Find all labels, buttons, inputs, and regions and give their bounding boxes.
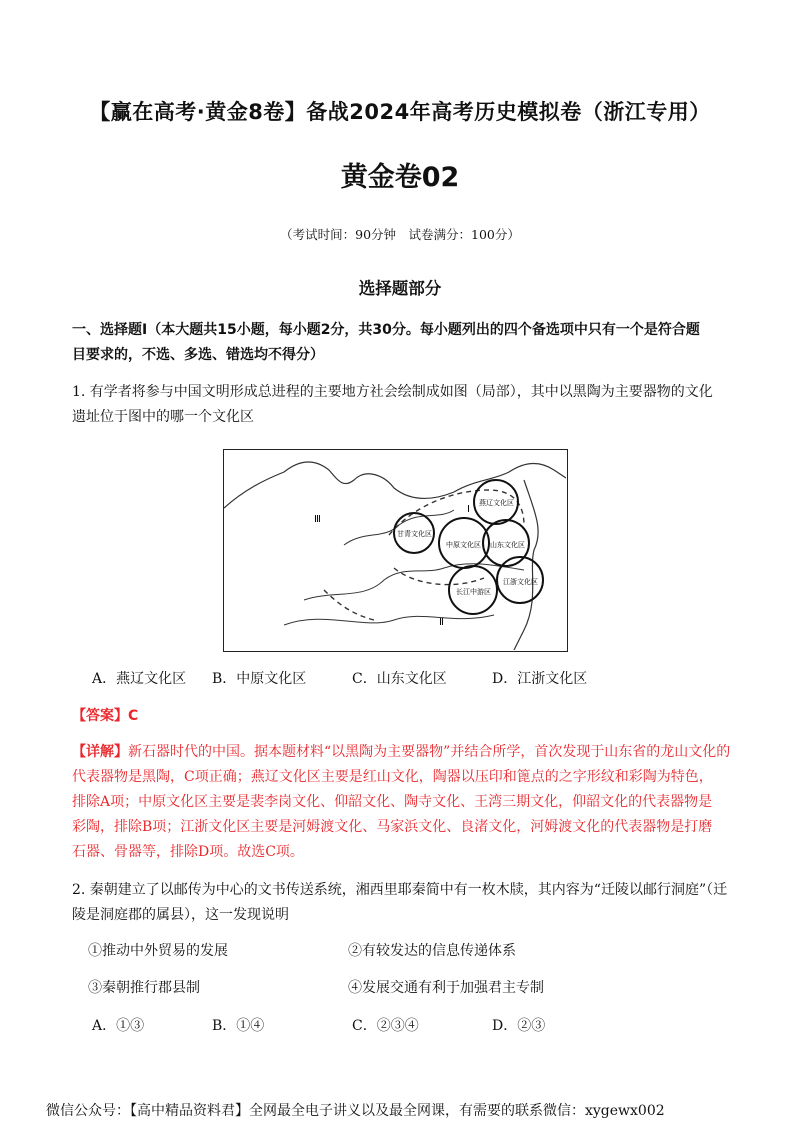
footer-note: 微信公众号：【高中精品资料君】全网最全电子讲义以及最全网课，有需要的联系微信：xygewx002 [46,1103,665,1119]
q2-line-1: 2. 秦朝建立了以邮传为中心的文书传送系统，湘西里耶秦简中有一枚木牍，其内容为“迁陵以邮行洞庭”（迁 [72,882,728,898]
q1-line-1: 1. 有学者将参与中国文明形成总进程的主要地方社会绘制成如图（局部），其中以黑陶为主要器物的文化 [72,384,713,400]
region-II-label: Ⅱ [439,617,444,628]
q2-statement-4: ④发展交通有利于加强君主专制 [348,980,544,996]
exam-info: （考试时间：90分钟 试卷满分：100分） [280,227,520,242]
q1-explanation [72,740,732,865]
document-title: 【赢在高考·黄金8卷】备战2024年高考历史模拟卷（浙江专用） [89,100,711,124]
explain-tag: 【详解】 [72,744,128,760]
q2-option-c[interactable]: C．②③④ [352,1018,419,1034]
question-2-stem [72,878,732,928]
dashed-boundary-2 [394,568,484,585]
label-jiangzhe: 江浙文化区 [503,578,538,586]
river-yellow [344,510,454,545]
region-I-label: Ⅰ [467,504,470,515]
q2-statement-1: ①推动中外贸易的发展 [88,943,228,959]
q2-option-a[interactable]: A．①③ [92,1018,145,1034]
q1-answer: 【答案】C [72,708,139,724]
paper-subtitle: 黄金卷02 [340,162,460,193]
south-line [284,615,494,625]
q2-statement-2: ②有较发达的信息传递体系 [348,943,516,959]
question-1-stem [72,380,732,430]
border-line [224,462,566,508]
q1-option-b[interactable]: B．中原文化区 [212,671,307,687]
q1-option-c[interactable]: C．山东文化区 [352,671,447,687]
culture-region-map [223,449,568,652]
q1-option-d[interactable]: D．江浙文化区 [492,671,588,687]
label-shandong: 山东文化区 [490,541,525,549]
q2-statement-3: ③秦朝推行郡县制 [88,980,200,996]
map-svg [224,450,566,650]
q1-line-2: 遗址位于图中的哪一个文化区 [72,409,254,425]
region-III-label: Ⅲ [314,514,321,525]
section-title: 选择题部分 [358,279,442,298]
label-changjiang: 长江中游区 [456,588,491,596]
q1-option-a[interactable]: A．燕辽文化区 [92,671,187,687]
dashed-boundary-3 [324,590,374,620]
instructions-line-1: 一、选择题Ⅰ（本大题共15小题，每小题2分，共30分。每小题列出的四个备选项中只有一个是符合题 [72,322,700,338]
explain-line-3: 排除A项；中原文化区主要是裴李岗文化、仰韶文化、陶寺文化、王湾三期文化，仰韶文化的代表器物是 [72,794,713,810]
explain-line-4: 彩陶，排除B项；江浙文化区主要是河姆渡文化、马家浜文化、良渚文化，河姆渡文化的代表器物是打磨 [72,819,713,835]
instructions [72,318,732,368]
q2-option-d[interactable]: D．②③ [492,1018,546,1034]
explain-line-5: 石器、骨器等，排除D项。故选C项。 [72,844,304,860]
q2-line-2: 陵是洞庭郡的属县），这一发现说明 [72,907,289,923]
label-yanliao: 燕辽文化区 [479,499,514,507]
label-zhongyuan: 中原文化区 [446,541,481,549]
instructions-line-2: 目要求的，不选、多选、错选均不得分） [72,347,324,363]
explain-line-1: 新石器时代的中国。据本题材料“以黑陶为主要器物”并结合所学，首次发现于山东省的龙山文化的 [128,744,731,760]
label-gansu: 甘青文化区 [397,530,432,538]
explain-line-2: 代表器物是黑陶，C项正确；燕辽文化区主要是红山文化，陶器以压印和篦点的之字形纹和彩陶为特色， [72,769,713,785]
river-line [304,564,524,600]
q2-option-b[interactable]: B．①④ [212,1018,265,1034]
